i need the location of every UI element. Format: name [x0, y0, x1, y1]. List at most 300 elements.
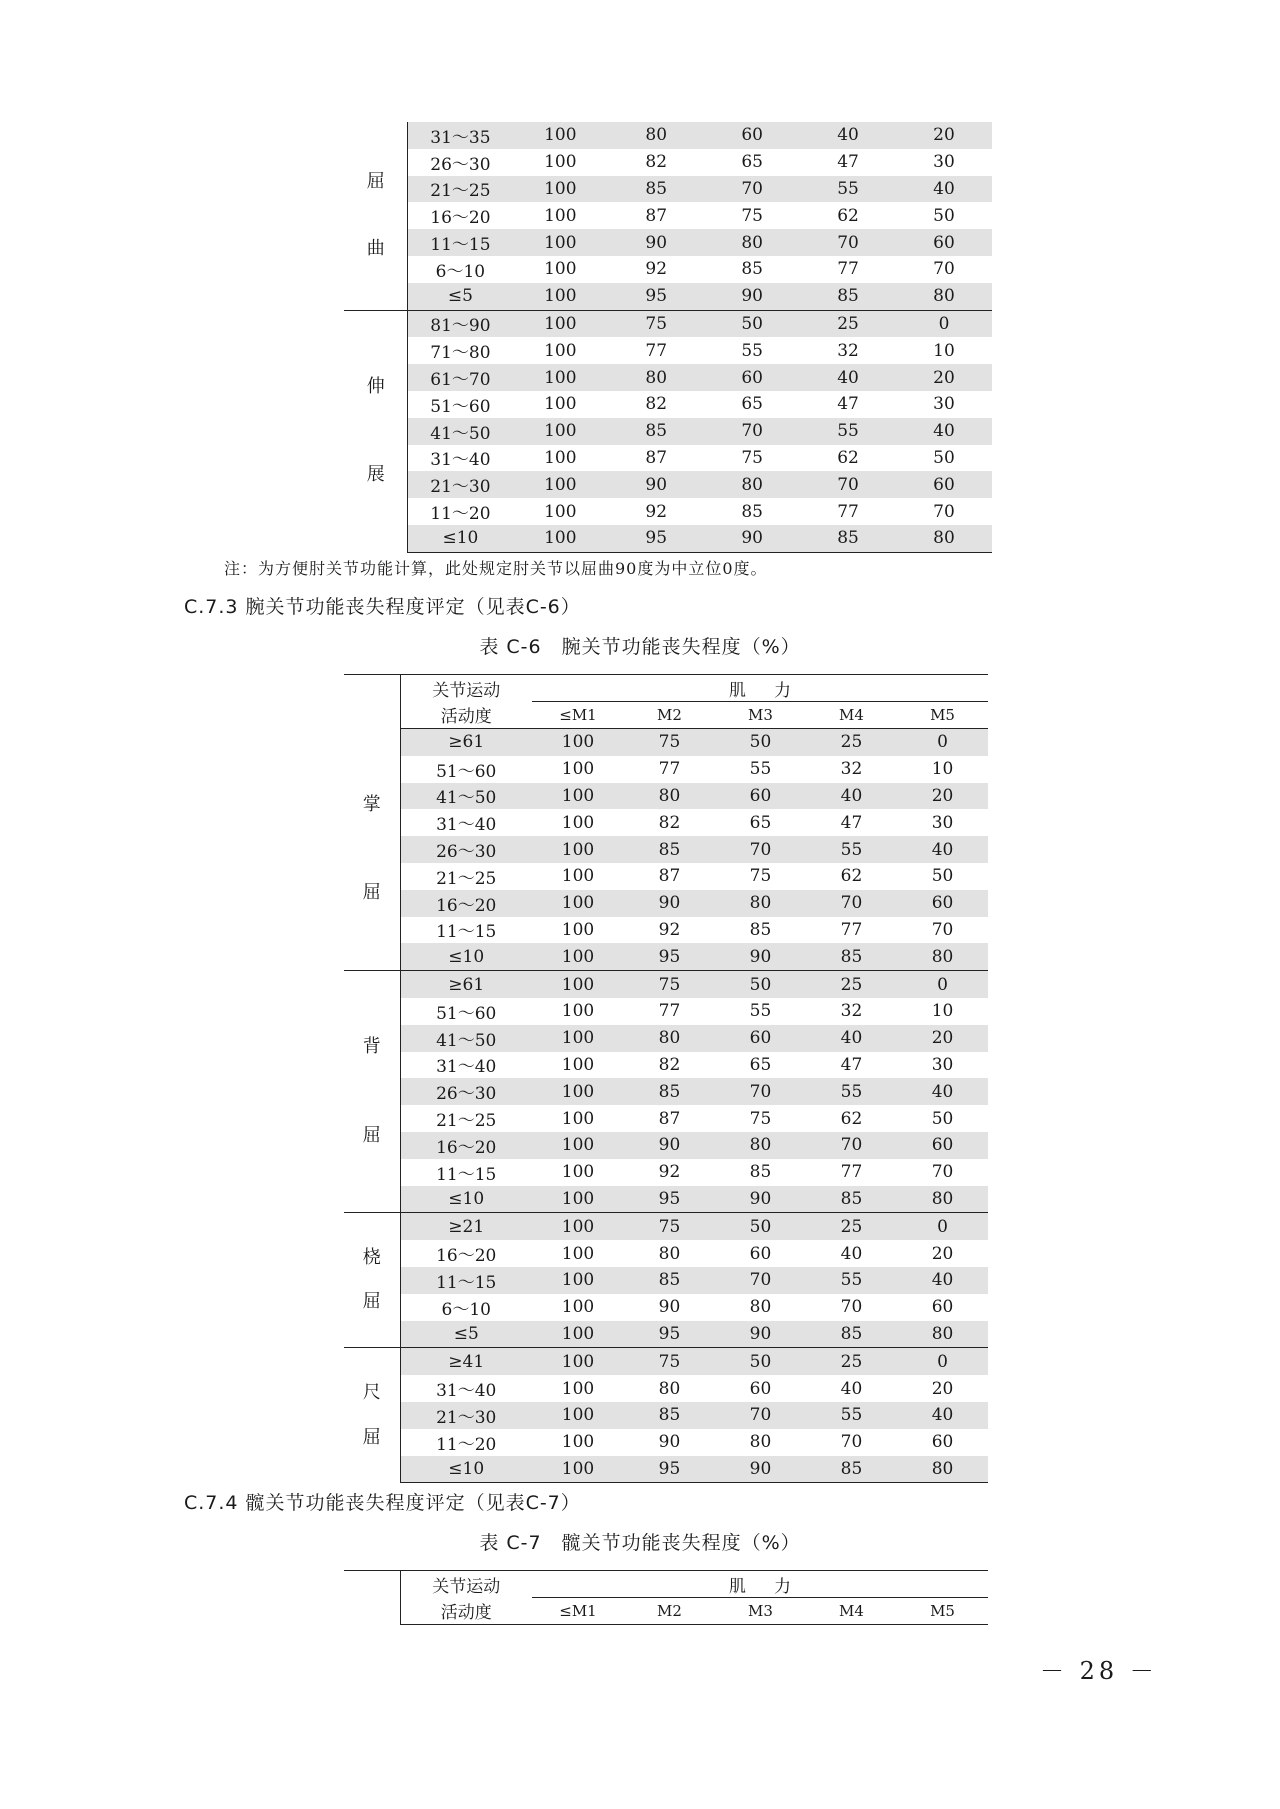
table-row: [344, 1132, 988, 1159]
range-cell: 31～35: [408, 122, 512, 149]
group-label-char: 屈: [362, 1291, 381, 1313]
table-caption-c7: 表 C-7 髋关节功能丧失程度（%）: [479, 1532, 801, 1554]
value-cell: 90: [658, 1432, 681, 1453]
value-cell: 40: [800, 122, 896, 149]
value-cell: 100: [532, 729, 624, 756]
table-row: [344, 364, 992, 391]
value-cell: 100: [512, 471, 608, 498]
value-cell: 95: [624, 1456, 715, 1483]
value-cell: 40: [800, 364, 896, 391]
group-label-char: 屈: [362, 882, 381, 904]
range-cell: ≤10: [400, 1456, 532, 1483]
value-cell: 80: [896, 525, 992, 552]
range-cell: 16～20: [430, 208, 491, 229]
value-cell: 75: [741, 447, 763, 468]
range-cell: 51～60: [436, 1003, 497, 1024]
range-cell: 41～50: [400, 1025, 532, 1052]
value-cell: 55: [749, 759, 772, 780]
value-cell: 20: [931, 1243, 954, 1264]
value-cell: 100: [544, 501, 577, 522]
range-cell: ≤5: [400, 1321, 532, 1348]
table-row: [344, 176, 992, 203]
value-cell: 40: [840, 1378, 863, 1399]
value-cell: 100: [561, 1243, 595, 1264]
value-cell: 100: [512, 364, 608, 391]
value-cell: 100: [561, 1297, 595, 1318]
table-row: [344, 1267, 988, 1294]
value-cell: 87: [658, 1108, 681, 1129]
range-cell: 11～15: [436, 1164, 497, 1185]
value-cell: 55: [800, 418, 896, 445]
value-cell: 90: [624, 1132, 715, 1159]
value-cell: 55: [806, 1267, 897, 1294]
range-cell: ≤10: [408, 525, 512, 552]
value-cell: 85: [741, 501, 763, 522]
value-cell: 40: [897, 1402, 988, 1429]
value-cell: 80: [608, 364, 704, 391]
value-cell: 77: [645, 340, 668, 361]
value-cell: 62: [837, 447, 859, 468]
range-cell: ≤10: [400, 943, 532, 970]
value-cell: 100: [532, 1186, 624, 1213]
header-col-m2: M2: [624, 1598, 715, 1625]
value-cell: 40: [897, 836, 988, 863]
range-cell: 21～30: [400, 1402, 532, 1429]
table-row: [344, 809, 988, 836]
value-cell: 100: [544, 394, 577, 415]
header-col-m4: M4: [806, 702, 897, 729]
value-cell: 40: [896, 418, 992, 445]
value-cell: 70: [931, 919, 954, 940]
value-cell: 90: [608, 229, 704, 256]
table-row: [344, 1294, 988, 1321]
value-cell: 100: [512, 176, 608, 203]
header-col-m5: M5: [897, 1598, 988, 1625]
range-cell: 71～80: [430, 343, 491, 364]
range-cell: 26～30: [430, 154, 491, 175]
value-cell: 100: [544, 152, 577, 173]
value-cell: 70: [800, 471, 896, 498]
group-label-char: 屈: [362, 1426, 381, 1448]
value-cell: 100: [561, 1162, 595, 1183]
value-cell: 55: [806, 1078, 897, 1105]
header-col-m1: ≤M1: [532, 1598, 624, 1625]
value-cell: 60: [896, 229, 992, 256]
value-cell: 55: [749, 1001, 772, 1022]
value-cell: 40: [896, 176, 992, 203]
table-row: [344, 283, 992, 310]
value-cell: 50: [715, 729, 806, 756]
value-cell: 50: [704, 310, 800, 337]
value-cell: 100: [561, 1432, 595, 1453]
value-cell: 95: [624, 1186, 715, 1213]
group-label-char: 尺: [362, 1382, 381, 1404]
value-cell: 60: [897, 890, 988, 917]
value-cell: 100: [512, 310, 608, 337]
value-cell: 47: [840, 1054, 863, 1075]
value-cell: 0: [897, 1348, 988, 1375]
value-cell: 50: [715, 1348, 806, 1375]
value-cell: 82: [658, 1054, 681, 1075]
value-cell: 82: [645, 394, 668, 415]
value-cell: 92: [658, 919, 681, 940]
value-cell: 80: [624, 1025, 715, 1052]
value-cell: 85: [624, 1078, 715, 1105]
value-cell: 85: [806, 1321, 897, 1348]
range-cell: ≥21: [400, 1213, 532, 1240]
value-cell: 100: [532, 971, 624, 998]
value-cell: 60: [896, 471, 992, 498]
value-cell: 70: [704, 418, 800, 445]
value-cell: 90: [704, 283, 800, 310]
header-col-m1: ≤M1: [532, 702, 624, 729]
value-cell: 95: [624, 1321, 715, 1348]
value-cell: 100: [512, 122, 608, 149]
group-label-char: 背: [362, 1036, 381, 1058]
value-cell: 65: [749, 1054, 772, 1075]
range-cell: 16～20: [400, 890, 532, 917]
value-cell: 85: [749, 919, 772, 940]
value-cell: 80: [749, 1432, 772, 1453]
table-row: [344, 202, 992, 229]
range-cell: 51～60: [430, 396, 491, 417]
table-row: [344, 729, 988, 756]
header-muscle-strength: 肌力: [532, 1571, 988, 1598]
value-cell: 100: [512, 283, 608, 310]
table-row: [344, 783, 988, 810]
header-col-m3: M3: [715, 702, 806, 729]
value-cell: 32: [840, 1001, 863, 1022]
value-cell: 90: [658, 1297, 681, 1318]
range-cell: 16～20: [436, 1246, 497, 1267]
value-cell: 65: [741, 152, 763, 173]
value-cell: 87: [645, 205, 668, 226]
table-row: [344, 525, 992, 552]
value-cell: 100: [532, 890, 624, 917]
page-number: － 28 －: [1040, 1657, 1158, 1685]
value-cell: 85: [806, 1186, 897, 1213]
table-row: [344, 1429, 988, 1456]
group-label: [344, 310, 408, 552]
table-row: [344, 256, 992, 283]
value-cell: 40: [806, 1025, 897, 1052]
value-cell: 60: [715, 1025, 806, 1052]
value-cell: 82: [658, 812, 681, 833]
range-cell: ≤5: [408, 283, 512, 310]
range-cell: 21～25: [408, 176, 512, 203]
table-row: [344, 1348, 988, 1375]
value-cell: 100: [532, 943, 624, 970]
range-cell: ≥41: [400, 1348, 532, 1375]
header-stub: [344, 1571, 400, 1625]
value-cell: 20: [931, 1378, 954, 1399]
value-cell: 10: [933, 340, 955, 361]
value-cell: 60: [749, 1378, 772, 1399]
table-row: [344, 418, 992, 445]
value-cell: 90: [624, 890, 715, 917]
value-cell: 60: [931, 1432, 954, 1453]
table-caption-c6: 表 C-6 腕关节功能丧失程度（%）: [479, 636, 801, 658]
value-cell: 100: [544, 340, 577, 361]
value-cell: 75: [624, 971, 715, 998]
value-cell: 100: [532, 1078, 624, 1105]
value-cell: 100: [512, 418, 608, 445]
value-cell: 50: [933, 447, 955, 468]
table-row: [344, 149, 992, 176]
value-cell: 92: [658, 1162, 681, 1183]
value-cell: 75: [741, 205, 763, 226]
range-cell: 61～70: [408, 364, 512, 391]
value-cell: 85: [806, 943, 897, 970]
value-cell: 62: [840, 866, 863, 887]
value-cell: 60: [897, 1132, 988, 1159]
value-cell: 85: [741, 259, 763, 280]
group-label: [344, 122, 408, 310]
value-cell: 40: [806, 783, 897, 810]
value-cell: 80: [704, 471, 800, 498]
value-cell: 20: [897, 783, 988, 810]
range-cell: 31～40: [436, 815, 497, 836]
value-cell: 100: [561, 1378, 595, 1399]
value-cell: 70: [806, 1132, 897, 1159]
value-cell: 85: [800, 283, 896, 310]
table-row: [344, 445, 992, 472]
value-cell: 70: [715, 1267, 806, 1294]
value-cell: 55: [806, 836, 897, 863]
range-cell: 11～15: [436, 922, 497, 943]
value-cell: 85: [624, 836, 715, 863]
table-row: [344, 1321, 988, 1348]
table-row: [344, 1159, 988, 1186]
value-cell: 55: [806, 1402, 897, 1429]
value-cell: 90: [715, 1456, 806, 1483]
value-cell: 85: [800, 525, 896, 552]
value-cell: 85: [806, 1456, 897, 1483]
table-row: [344, 337, 992, 364]
table-row: [344, 917, 988, 944]
value-cell: 77: [837, 501, 859, 522]
group-label: [344, 1348, 400, 1483]
value-cell: 20: [896, 122, 992, 149]
table-row: [344, 1375, 988, 1402]
value-cell: 50: [931, 866, 954, 887]
value-cell: 100: [561, 812, 595, 833]
value-cell: 80: [896, 283, 992, 310]
value-cell: 40: [840, 1243, 863, 1264]
value-cell: 25: [806, 1348, 897, 1375]
section-heading-c73: C.7.3 腕关节功能丧失程度评定（见表C-6）: [184, 596, 581, 618]
value-cell: 25: [806, 971, 897, 998]
range-cell: 11～15: [408, 229, 512, 256]
value-cell: 77: [840, 919, 863, 940]
value-cell: 60: [704, 122, 800, 149]
hip-table-c7: [344, 1570, 988, 1625]
table-row: [344, 498, 992, 525]
value-cell: 70: [840, 1297, 863, 1318]
value-cell: 77: [837, 259, 859, 280]
value-cell: 85: [624, 1267, 715, 1294]
group-label-char: 屈: [362, 1124, 381, 1146]
header-motion-line1: 关节运动: [400, 675, 532, 702]
value-cell: 55: [741, 340, 763, 361]
range-cell: 21～30: [408, 471, 512, 498]
range-cell: 6～10: [435, 261, 486, 282]
value-cell: 100: [561, 1054, 595, 1075]
value-cell: 100: [561, 866, 595, 887]
table-note: 注：为方便肘关节功能计算，此处规定肘关节以屈曲90度为中立位0度。: [224, 559, 768, 578]
table-row: [344, 310, 992, 337]
value-cell: 100: [561, 1108, 595, 1129]
table-row: [344, 998, 988, 1025]
group-label-char: 展: [366, 464, 385, 486]
range-cell: 11～15: [400, 1267, 532, 1294]
value-cell: 85: [608, 176, 704, 203]
table-row: [344, 863, 988, 890]
range-cell: 11～20: [430, 504, 491, 525]
value-cell: 90: [715, 1321, 806, 1348]
value-cell: 100: [532, 1132, 624, 1159]
value-cell: 0: [897, 1213, 988, 1240]
value-cell: 47: [840, 812, 863, 833]
value-cell: 100: [512, 525, 608, 552]
value-cell: 100: [544, 259, 577, 280]
value-cell: 77: [840, 1162, 863, 1183]
table-row: [344, 1456, 988, 1483]
value-cell: 85: [624, 1402, 715, 1429]
range-cell: 6～10: [441, 1299, 491, 1320]
value-cell: 62: [837, 205, 859, 226]
range-cell: 41～50: [408, 418, 512, 445]
value-cell: 32: [837, 340, 859, 361]
range-cell: 81～90: [408, 310, 512, 337]
value-cell: 50: [715, 1213, 806, 1240]
range-cell: 26～30: [400, 1078, 532, 1105]
value-cell: 60: [715, 783, 806, 810]
value-cell: 100: [561, 1001, 595, 1022]
value-cell: 100: [532, 1267, 624, 1294]
value-cell: 0: [896, 310, 992, 337]
value-cell: 10: [931, 759, 954, 780]
elbow-table-continued: [344, 122, 992, 553]
value-cell: 50: [715, 971, 806, 998]
value-cell: 100: [532, 783, 624, 810]
value-cell: 100: [532, 836, 624, 863]
group-label-char: 屈: [366, 171, 385, 193]
value-cell: 100: [532, 1402, 624, 1429]
value-cell: 60: [931, 1297, 954, 1318]
value-cell: 75: [749, 1108, 772, 1129]
value-cell: 10: [931, 1001, 954, 1022]
group-label: [344, 971, 400, 1213]
value-cell: 40: [897, 1078, 988, 1105]
value-cell: 80: [897, 1321, 988, 1348]
range-cell: 31～40: [436, 1057, 497, 1078]
wrist-table-c6: [344, 674, 988, 1483]
value-cell: 92: [645, 501, 668, 522]
value-cell: 75: [608, 310, 704, 337]
value-cell: 80: [897, 943, 988, 970]
group-label: [344, 729, 400, 971]
value-cell: 25: [806, 1213, 897, 1240]
header-motion-line2: 活动度: [400, 702, 532, 729]
range-cell: 31～40: [430, 450, 491, 471]
range-cell: 41～50: [400, 783, 532, 810]
range-cell: ≤10: [400, 1186, 532, 1213]
value-cell: 85: [749, 1162, 772, 1183]
table-row: [344, 122, 992, 149]
value-cell: 80: [749, 1297, 772, 1318]
value-cell: 75: [624, 729, 715, 756]
value-cell: 70: [715, 1078, 806, 1105]
value-cell: 80: [608, 122, 704, 149]
table-row: [344, 1078, 988, 1105]
header-col-m3: M3: [715, 1598, 806, 1625]
value-cell: 47: [837, 152, 859, 173]
range-cell: 26～30: [400, 836, 532, 863]
range-cell: ≥61: [400, 971, 532, 998]
value-cell: 77: [658, 759, 681, 780]
table-row: [344, 229, 992, 256]
value-cell: 65: [749, 812, 772, 833]
range-cell: 21～25: [436, 1111, 497, 1132]
value-cell: 100: [561, 919, 595, 940]
value-cell: 70: [715, 836, 806, 863]
value-cell: 70: [933, 501, 955, 522]
value-cell: 80: [897, 1186, 988, 1213]
value-cell: 70: [933, 259, 955, 280]
group-label: [344, 1213, 400, 1348]
range-cell: 51～60: [436, 761, 497, 782]
range-cell: 11～20: [436, 1434, 497, 1455]
value-cell: 25: [806, 729, 897, 756]
value-cell: 75: [624, 1348, 715, 1375]
range-cell: 21～25: [436, 868, 497, 889]
value-cell: 82: [645, 152, 668, 173]
value-cell: 60: [704, 364, 800, 391]
value-cell: 25: [800, 310, 896, 337]
value-cell: 90: [715, 1186, 806, 1213]
value-cell: 75: [624, 1213, 715, 1240]
value-cell: 80: [715, 890, 806, 917]
value-cell: 80: [658, 1243, 681, 1264]
section-heading-c74: C.7.4 髋关节功能丧失程度评定（见表C-7）: [184, 1492, 581, 1514]
value-cell: 95: [608, 525, 704, 552]
value-cell: 87: [658, 866, 681, 887]
table-row: [344, 1052, 988, 1079]
value-cell: 0: [897, 971, 988, 998]
value-cell: 70: [931, 1162, 954, 1183]
value-cell: 70: [715, 1402, 806, 1429]
table-row: [344, 971, 988, 998]
value-cell: 80: [704, 229, 800, 256]
value-cell: 85: [608, 418, 704, 445]
value-cell: 20: [897, 1025, 988, 1052]
range-cell: 31～40: [436, 1381, 497, 1402]
table-row: [344, 836, 988, 863]
value-cell: 70: [704, 176, 800, 203]
value-cell: 70: [840, 1432, 863, 1453]
value-cell: 100: [512, 229, 608, 256]
table-row: [344, 1186, 988, 1213]
group-label-char: 伸: [366, 375, 385, 397]
group-label-char: 掌: [362, 793, 381, 815]
table-row: [344, 391, 992, 418]
value-cell: 50: [931, 1108, 954, 1129]
header-col-m2: M2: [624, 702, 715, 729]
range-cell: ≥61: [400, 729, 532, 756]
value-cell: 47: [837, 394, 859, 415]
value-cell: 20: [896, 364, 992, 391]
